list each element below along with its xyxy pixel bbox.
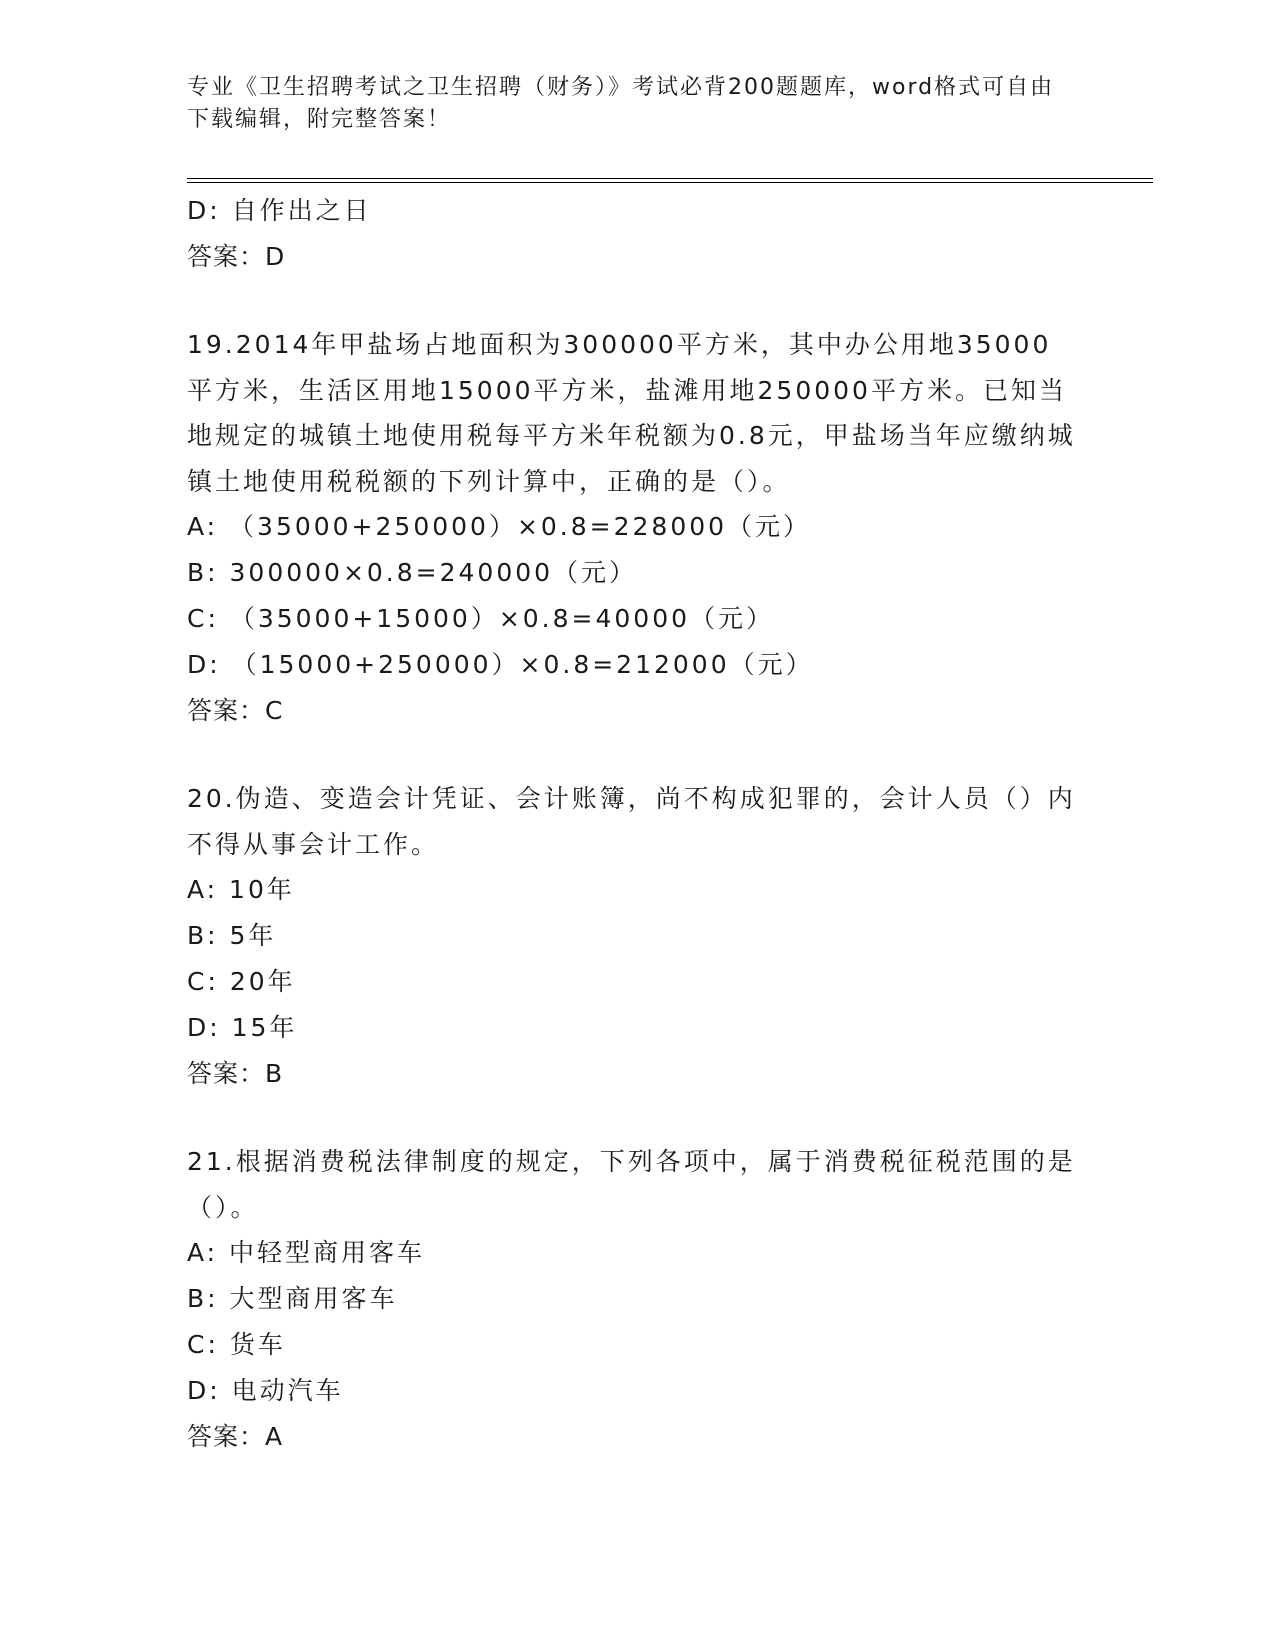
answer-line: 答案：C (187, 696, 284, 725)
option-a: A: 中轻型商用客车 (187, 1238, 426, 1267)
question-21 (187, 1139, 1087, 1460)
option-c: C: （35000+15000）×0.8=40000（元） (187, 604, 775, 633)
question-stem: 19.2014年甲盐场占地面积为300000平方米，其中办公用地35000平方米，生活区用地15000平方米，盐滩用地250000平方米。已知当地规定的城镇土地使用税每平方米年税额为0.8元，甲盐场当年应缴纳城镇土地使用税税额的下列计算中，正确的是（）。 (187, 330, 1076, 496)
option-d: D: 15年 (187, 1013, 298, 1042)
option-b: B: 5年 (187, 921, 277, 950)
question-20 (187, 776, 1087, 1097)
answer-line: 答案：D (187, 242, 286, 271)
answer-line: 答案：A (187, 1422, 284, 1451)
page-header: 专业《卫生招聘考试之卫生招聘（财务）》考试必背200题题库，word格式可自由下载编辑，附完整答案！ (187, 75, 1055, 132)
option-b: B: 大型商用客车 (187, 1284, 398, 1313)
option-d: D: 自作出之日 (187, 196, 372, 225)
option-d: D: （15000+250000）×0.8=212000（元） (187, 650, 814, 679)
option-b: B: 300000×0.8=240000（元） (187, 558, 638, 587)
question-stem: 20.伪造、变造会计凭证、会计账簿，尚不构成犯罪的，会计人员（）内不得从事会计工作。 (187, 784, 1076, 859)
header-divider (187, 178, 1153, 183)
option-a: A: 10年 (187, 875, 295, 904)
answer-line: 答案：B (187, 1059, 284, 1088)
option-c: C: 20年 (187, 967, 296, 996)
option-c: C: 货车 (187, 1330, 286, 1359)
option-a: A: （35000+250000）×0.8=228000（元） (187, 512, 812, 541)
document-body (187, 188, 1087, 1460)
question-19 (187, 322, 1087, 734)
option-d: D: 电动汽车 (187, 1376, 344, 1405)
question-stem: 21.根据消费税法律制度的规定，下列各项中，属于消费税征税范围的是（）。 (187, 1147, 1076, 1222)
